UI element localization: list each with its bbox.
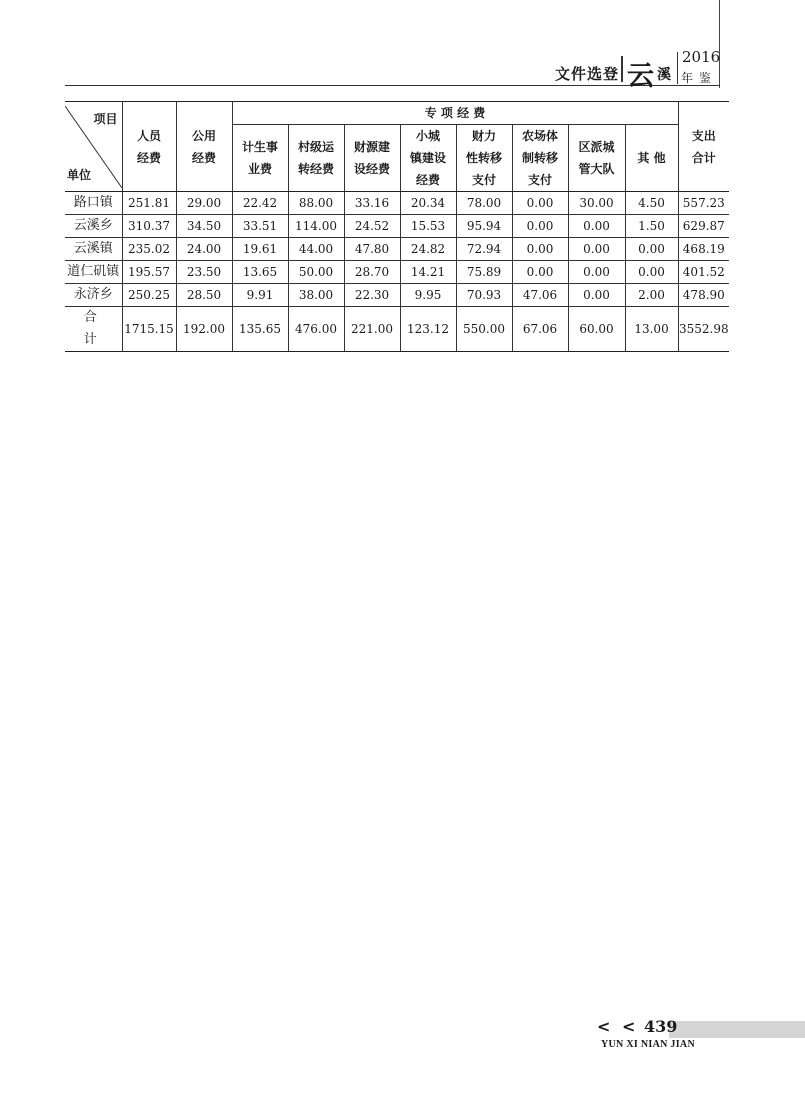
value-cell: 9.91 — [232, 284, 288, 307]
value-cell: 4.50 — [625, 192, 678, 215]
value-cell: 0.00 — [512, 261, 568, 284]
value-cell: 50.00 — [288, 261, 344, 284]
col-header-total-line1: 支出 — [691, 128, 716, 143]
yearbook-year: 2016 — [682, 48, 721, 66]
page-number — [597, 1017, 677, 1036]
col-header-small-town-line3: 经费 — [415, 173, 440, 187]
section-title: 文件选登 — [555, 65, 620, 83]
value-cell: 9.95 — [400, 284, 456, 307]
value-cell: 478.90 — [678, 284, 729, 307]
value-cell: 47.80 — [344, 238, 400, 261]
col-header-urban-mgmt-line2: 管大队 — [578, 162, 615, 176]
value-cell: 0.00 — [568, 238, 625, 261]
value-cell: 23.50 — [176, 261, 232, 284]
value-cell: 95.94 — [456, 215, 512, 238]
total-value-cell: 123.12 — [400, 307, 456, 352]
col-header-family-planning-line2: 业费 — [247, 162, 272, 176]
diagonal-header-unit: 单位 — [67, 167, 92, 182]
total-value-cell: 550.00 — [456, 307, 512, 352]
value-cell: 0.00 — [568, 284, 625, 307]
value-cell: 75.89 — [456, 261, 512, 284]
special-funds-group-header: 专 项 经 费 — [232, 102, 678, 125]
col-header-family-planning-line1: 计生事 — [241, 140, 278, 154]
value-cell: 1.50 — [625, 215, 678, 238]
table-row — [65, 284, 729, 307]
col-header-fiscal-transfer-line2: 性转移 — [465, 151, 502, 165]
total-value-cell: 67.06 — [512, 307, 568, 352]
page-number-bar — [669, 1021, 805, 1038]
table-row — [65, 261, 729, 284]
col-header-revenue-construction-line2: 设经费 — [353, 162, 390, 176]
value-cell: 250.25 — [122, 284, 176, 307]
logo-right-bar — [677, 52, 678, 84]
value-cell: 38.00 — [288, 284, 344, 307]
unit-cell: 云溪镇 — [65, 238, 122, 261]
col-header-personnel — [122, 102, 176, 192]
col-header-urban-mgmt-line1: 区派城 — [578, 140, 615, 154]
value-cell: 0.00 — [568, 261, 625, 284]
value-cell: 468.19 — [678, 238, 729, 261]
col-header-family-planning — [232, 125, 288, 192]
value-cell: 22.30 — [344, 284, 400, 307]
value-cell: 33.51 — [232, 215, 288, 238]
table-row — [65, 192, 729, 215]
value-cell: 33.16 — [344, 192, 400, 215]
col-header-fiscal-transfer-line3: 支付 — [471, 173, 496, 187]
total-label-cell: 合计 — [65, 307, 122, 352]
value-cell: 2.00 — [625, 284, 678, 307]
value-cell: 19.61 — [232, 238, 288, 261]
total-value-cell: 221.00 — [344, 307, 400, 352]
value-cell: 24.00 — [176, 238, 232, 261]
value-cell: 28.50 — [176, 284, 232, 307]
col-header-village-operation — [288, 125, 344, 192]
col-header-other-line1: 其 他 — [637, 151, 666, 165]
yearbook-label: 年鉴 — [681, 71, 718, 85]
value-cell: 0.00 — [568, 215, 625, 238]
col-header-small-town-construction — [400, 125, 456, 192]
table-row — [65, 215, 729, 238]
value-cell: 34.50 — [176, 215, 232, 238]
header-horizontal-rule — [65, 85, 720, 86]
total-value-cell: 192.00 — [176, 307, 232, 352]
total-value-cell: 60.00 — [568, 307, 625, 352]
table-row — [65, 238, 729, 261]
total-value-cell: 3552.98 — [678, 307, 729, 352]
value-cell: 24.52 — [344, 215, 400, 238]
logo-character-yun: 云 — [627, 61, 654, 92]
value-cell: 0.00 — [512, 192, 568, 215]
value-cell: 0.00 — [625, 238, 678, 261]
value-cell: 235.02 — [122, 238, 176, 261]
value-cell: 70.93 — [456, 284, 512, 307]
col-header-personnel-line2: 经费 — [136, 150, 161, 165]
value-cell: 72.94 — [456, 238, 512, 261]
value-cell: 195.57 — [122, 261, 176, 284]
page-number-value: 439 — [643, 1017, 678, 1036]
expenditure-table — [65, 101, 729, 352]
diagonal-header-cell — [65, 102, 122, 192]
col-header-village-operation-line2: 转经费 — [297, 162, 334, 176]
total-value-cell: 13.00 — [625, 307, 678, 352]
value-cell: 310.37 — [122, 215, 176, 238]
total-value-cell: 1715.15 — [122, 307, 176, 352]
value-cell: 0.00 — [512, 238, 568, 261]
col-header-public-line2: 经费 — [191, 150, 216, 165]
value-cell: 30.00 — [568, 192, 625, 215]
value-cell: 0.00 — [625, 261, 678, 284]
col-header-public-line1: 公用 — [191, 128, 216, 143]
unit-cell: 道仁矶镇 — [65, 261, 122, 284]
value-cell: 14.21 — [400, 261, 456, 284]
value-cell: 114.00 — [288, 215, 344, 238]
col-header-small-town-line1: 小城 — [415, 129, 440, 143]
col-header-revenue-construction-line1: 财源建 — [353, 140, 390, 154]
col-header-other — [625, 125, 678, 192]
col-header-fiscal-transfer-line1: 财力 — [471, 129, 496, 143]
col-header-personnel-line1: 人员 — [136, 128, 161, 143]
value-cell: 29.00 — [176, 192, 232, 215]
col-header-farm-transfer-line2: 制转移 — [521, 151, 558, 165]
col-header-farm-transfer-line1: 农场体 — [521, 129, 558, 143]
value-cell: 629.87 — [678, 215, 729, 238]
col-header-fiscal-transfer — [456, 125, 512, 192]
value-cell: 251.81 — [122, 192, 176, 215]
footer-caption: YUN XI NIAN JIAN — [601, 1039, 695, 1050]
value-cell: 44.00 — [288, 238, 344, 261]
table-row-total — [65, 307, 729, 352]
value-cell: 13.65 — [232, 261, 288, 284]
total-value-cell: 135.65 — [232, 307, 288, 352]
page-arrows-icon: < < — [597, 1017, 639, 1036]
logo-left-bar — [621, 56, 623, 82]
total-value-cell: 476.00 — [288, 307, 344, 352]
col-header-revenue-construction — [344, 125, 400, 192]
col-header-urban-management-brigade — [568, 125, 625, 192]
diagonal-header-item: 项目 — [93, 111, 118, 126]
col-header-farm-transfer-line3: 支付 — [527, 173, 552, 187]
value-cell: 0.00 — [512, 215, 568, 238]
value-cell: 15.53 — [400, 215, 456, 238]
unit-cell: 路口镇 — [65, 192, 122, 215]
header-vertical-rule — [719, 0, 720, 88]
col-header-farm-system-transfer — [512, 125, 568, 192]
value-cell: 28.70 — [344, 261, 400, 284]
value-cell: 47.06 — [512, 284, 568, 307]
value-cell: 401.52 — [678, 261, 729, 284]
value-cell: 24.82 — [400, 238, 456, 261]
col-header-total — [678, 102, 729, 192]
table-body — [65, 192, 729, 352]
value-cell: 78.00 — [456, 192, 512, 215]
unit-cell: 永济乡 — [65, 284, 122, 307]
value-cell: 20.34 — [400, 192, 456, 215]
col-header-village-operation-line1: 村级运 — [297, 140, 334, 154]
col-header-public — [176, 102, 232, 192]
unit-cell: 云溪乡 — [65, 215, 122, 238]
value-cell: 557.23 — [678, 192, 729, 215]
value-cell: 22.42 — [232, 192, 288, 215]
col-header-small-town-line2: 镇建设 — [409, 151, 446, 165]
value-cell: 88.00 — [288, 192, 344, 215]
col-header-total-line2: 合计 — [691, 150, 716, 165]
logo-character-xi: 溪 — [657, 67, 671, 83]
